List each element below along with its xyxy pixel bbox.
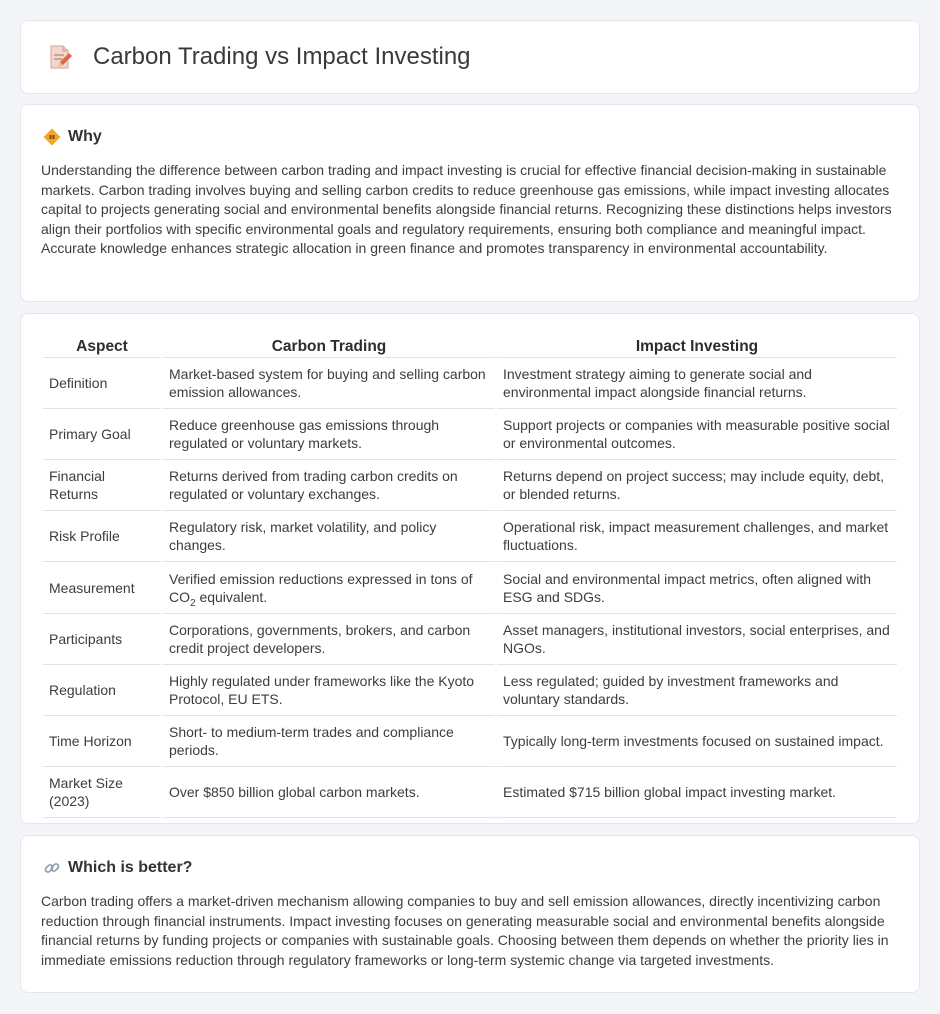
carbon-cell: Reduce greenhouse gas emissions through regulated or voluntary markets. bbox=[163, 409, 495, 460]
table-row bbox=[43, 767, 897, 818]
page-title: Carbon Trading vs Impact Investing bbox=[93, 43, 471, 70]
carbon-cell: Corporations, governments, brokers, and carbon credit project developers. bbox=[163, 614, 495, 665]
link-icon bbox=[43, 859, 61, 877]
table-header-row bbox=[43, 334, 897, 358]
why-section bbox=[20, 104, 920, 302]
table-row bbox=[43, 665, 897, 716]
table-row bbox=[43, 511, 897, 562]
why-text: Understanding the difference between carbon trading and impact investing is crucial for effective financial decision-making in sustainable markets. Carbon trading involves buying and selling carbon credits to reduce greenhouse gas emissions, while impact investing allocates capital to projects generating social and environmental benefits alongside financial returns. Recognizing these distinctions helps investors align their portfolios with specific environmental goals and regulatory requirements, ensuring both compliance and meaningful impact. Accurate knowledge enhances strategic allocation in green finance and promotes transparency in environmental accountability. bbox=[41, 162, 892, 256]
carbon-measurement-text: Verified emission reductions expressed in tons of CO bbox=[169, 570, 473, 605]
header-impact-investing: Impact Investing bbox=[497, 334, 897, 358]
impact-cell: Asset managers, institutional investors, social enterprises, and NGOs. bbox=[497, 614, 897, 665]
table-row bbox=[43, 409, 897, 460]
comparison-table bbox=[41, 334, 899, 818]
aspect-cell: Financial Returns bbox=[43, 460, 161, 511]
impact-cell: Support projects or companies with measurable positive social or environmental outcomes. bbox=[497, 409, 897, 460]
header-aspect: Aspect bbox=[43, 334, 161, 358]
which-is-better-section bbox=[20, 835, 920, 993]
which-is-better-text: Carbon trading offers a market-driven mechanism allowing companies to buy and sell emission allowances, directly incentivizing carbon reduction through financial instruments. Impact investing focuses on generating measurable social and environmental benefits alongside financial returns by funding projects or companies with sustainable goals. Choosing between them depends on whether the priority lies in immediate emissions reduction through regulatory frameworks or long-term systemic change via targeted investments. bbox=[41, 893, 889, 968]
diamond-icon bbox=[43, 128, 61, 146]
co2-subscript: 2 bbox=[190, 597, 196, 609]
table-row bbox=[43, 358, 897, 409]
carbon-cell: Short- to medium-term trades and compliance periods. bbox=[163, 716, 495, 767]
aspect-cell: Risk Profile bbox=[43, 511, 161, 562]
why-title: Why bbox=[68, 128, 102, 145]
table-row bbox=[43, 562, 897, 614]
carbon-cell: Regulatory risk, market volatility, and policy changes. bbox=[163, 511, 495, 562]
carbon-cell: Over $850 billion global carbon markets. bbox=[163, 767, 495, 818]
impact-cell: Returns depend on project success; may include equity, debt, or blended returns. bbox=[497, 460, 897, 511]
aspect-cell: Primary Goal bbox=[43, 409, 161, 460]
impact-cell: Social and environmental impact metrics, often aligned with ESG and SDGs. bbox=[497, 562, 897, 614]
which-is-better-title: Which is better? bbox=[68, 859, 193, 876]
impact-cell: Estimated $715 billion global impact investing market. bbox=[497, 767, 897, 818]
document-pencil-icon bbox=[45, 42, 75, 72]
carbon-cell: Market-based system for buying and selling carbon emission allowances. bbox=[163, 358, 495, 409]
impact-cell: Less regulated; guided by investment frameworks and voluntary standards. bbox=[497, 665, 897, 716]
table-row bbox=[43, 716, 897, 767]
carbon-cell bbox=[163, 562, 495, 614]
table-row bbox=[43, 614, 897, 665]
carbon-cell: Highly regulated under frameworks like the Kyoto Protocol, EU ETS. bbox=[163, 665, 495, 716]
carbon-cell: Returns derived from trading carbon credits on regulated or voluntary exchanges. bbox=[163, 460, 495, 511]
impact-cell: Investment strategy aiming to generate social and environmental impact alongside financial returns. bbox=[497, 358, 897, 409]
aspect-cell: Market Size (2023) bbox=[43, 767, 161, 818]
aspect-cell: Participants bbox=[43, 614, 161, 665]
aspect-cell: Measurement bbox=[43, 562, 161, 614]
comparison-table-card bbox=[20, 313, 920, 824]
table-row bbox=[43, 460, 897, 511]
carbon-measurement-suffix: equivalent. bbox=[195, 588, 268, 605]
aspect-cell: Definition bbox=[43, 358, 161, 409]
aspect-cell: Regulation bbox=[43, 665, 161, 716]
aspect-cell: Time Horizon bbox=[43, 716, 161, 767]
impact-cell: Operational risk, impact measurement challenges, and market fluctuations. bbox=[497, 511, 897, 562]
impact-cell: Typically long-term investments focused on sustained impact. bbox=[497, 716, 897, 767]
header-carbon-trading: Carbon Trading bbox=[163, 334, 495, 358]
header-card bbox=[20, 20, 920, 94]
